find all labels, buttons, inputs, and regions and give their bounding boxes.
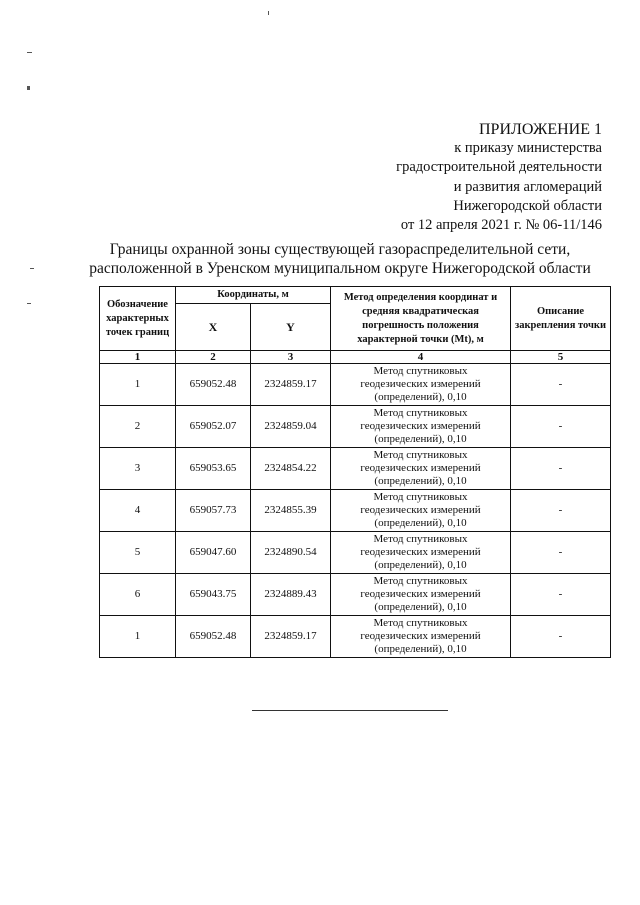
description-cell: - <box>511 406 611 448</box>
method-line: геодезических измерений <box>360 546 481 558</box>
header-coordinates: Координаты, м <box>176 287 331 304</box>
x-cell: 659047.60 <box>176 532 251 574</box>
column-number: 4 <box>331 351 511 364</box>
method-line: (определений), 0,10 <box>374 475 467 487</box>
x-cell: 659052.48 <box>176 364 251 406</box>
coordinates-table <box>99 286 611 658</box>
appendix-title: ПРИЛОЖЕНИЕ 1 <box>478 121 602 138</box>
method-line: Метод спутниковых <box>373 407 468 419</box>
method-line: (определений), 0,10 <box>374 559 467 571</box>
point-cell: 1 <box>100 364 176 406</box>
column-number: 3 <box>251 351 331 364</box>
x-cell: 659053.65 <box>176 448 251 490</box>
appendix-line: к приказу министерства <box>454 140 602 157</box>
appendix-order-date: от 12 апреля 2021 г. № 06-11/146 <box>400 217 602 234</box>
header-y: Y <box>251 304 331 351</box>
method-line: геодезических измерений <box>360 504 481 516</box>
y-cell: 2324854.22 <box>251 448 331 490</box>
point-cell: 4 <box>100 490 176 532</box>
scan-mark <box>268 11 269 15</box>
method-cell <box>331 490 511 532</box>
description-cell: - <box>511 532 611 574</box>
table-row <box>100 406 611 448</box>
method-cell <box>331 448 511 490</box>
closing-rule <box>252 710 448 711</box>
method-line: (определений), 0,10 <box>374 517 467 529</box>
appendix-line: градостроительной деятельности <box>396 159 602 176</box>
description-cell: - <box>511 448 611 490</box>
point-cell: 3 <box>100 448 176 490</box>
scan-mark <box>27 52 32 53</box>
method-line: (определений), 0,10 <box>374 601 467 613</box>
method-cell <box>331 406 511 448</box>
method-cell <box>331 616 511 658</box>
table-row <box>100 616 611 658</box>
x-cell: 659043.75 <box>176 574 251 616</box>
y-cell: 2324890.54 <box>251 532 331 574</box>
method-line: Метод спутниковых <box>373 617 468 629</box>
point-cell: 6 <box>100 574 176 616</box>
method-cell <box>331 532 511 574</box>
method-cell <box>331 364 511 406</box>
method-line: Метод спутниковых <box>373 533 468 545</box>
method-line: (определений), 0,10 <box>374 643 467 655</box>
x-cell: 659052.07 <box>176 406 251 448</box>
method-line: геодезических измерений <box>360 378 481 390</box>
heading-line-2: расположенной в Уренском муниципальном округе Нижегородской области <box>89 260 591 277</box>
method-line: геодезических измерений <box>360 630 481 642</box>
method-line: геодезических измерений <box>360 588 481 600</box>
method-line: (определений), 0,10 <box>374 391 467 403</box>
header-points: Обозначение характерных точек границ <box>100 287 176 351</box>
table-row <box>100 490 611 532</box>
table-row <box>100 532 611 574</box>
document-heading <box>40 240 640 278</box>
appendix-block <box>396 120 602 235</box>
description-cell: - <box>511 490 611 532</box>
y-cell: 2324859.04 <box>251 406 331 448</box>
point-cell: 2 <box>100 406 176 448</box>
scan-mark <box>30 268 34 269</box>
x-cell: 659057.73 <box>176 490 251 532</box>
description-cell: - <box>511 616 611 658</box>
method-line: геодезических измерений <box>360 420 481 432</box>
method-line: Метод спутниковых <box>373 575 468 587</box>
y-cell: 2324859.17 <box>251 364 331 406</box>
method-line: Метод спутниковых <box>373 491 468 503</box>
y-cell: 2324855.39 <box>251 490 331 532</box>
point-cell: 5 <box>100 532 176 574</box>
table-row <box>100 574 611 616</box>
column-number: 2 <box>176 351 251 364</box>
header-description: Описание закрепления точки <box>511 287 611 351</box>
scan-mark <box>27 303 31 304</box>
description-cell: - <box>511 574 611 616</box>
heading-line-1: Границы охранной зоны существующей газораспределительной сети, <box>109 241 571 258</box>
appendix-line: Нижегородской области <box>453 197 602 214</box>
method-line: Метод спутниковых <box>373 365 468 377</box>
description-cell: - <box>511 364 611 406</box>
column-number: 5 <box>511 351 611 364</box>
table-row <box>100 364 611 406</box>
scan-mark <box>27 86 30 90</box>
point-cell: 1 <box>100 616 176 658</box>
method-line: геодезических измерений <box>360 462 481 474</box>
method-line: (определений), 0,10 <box>374 433 467 445</box>
method-cell <box>331 574 511 616</box>
x-cell: 659052.48 <box>176 616 251 658</box>
method-line: Метод спутниковых <box>373 449 468 461</box>
y-cell: 2324859.17 <box>251 616 331 658</box>
y-cell: 2324889.43 <box>251 574 331 616</box>
header-x: X <box>176 304 251 351</box>
table-row <box>100 448 611 490</box>
header-method: Метод определения координат и средняя квадратическая погрешность положения характерной точки (Mt), м <box>331 287 511 351</box>
appendix-line: и развития агломераций <box>453 178 602 195</box>
column-number: 1 <box>100 351 176 364</box>
